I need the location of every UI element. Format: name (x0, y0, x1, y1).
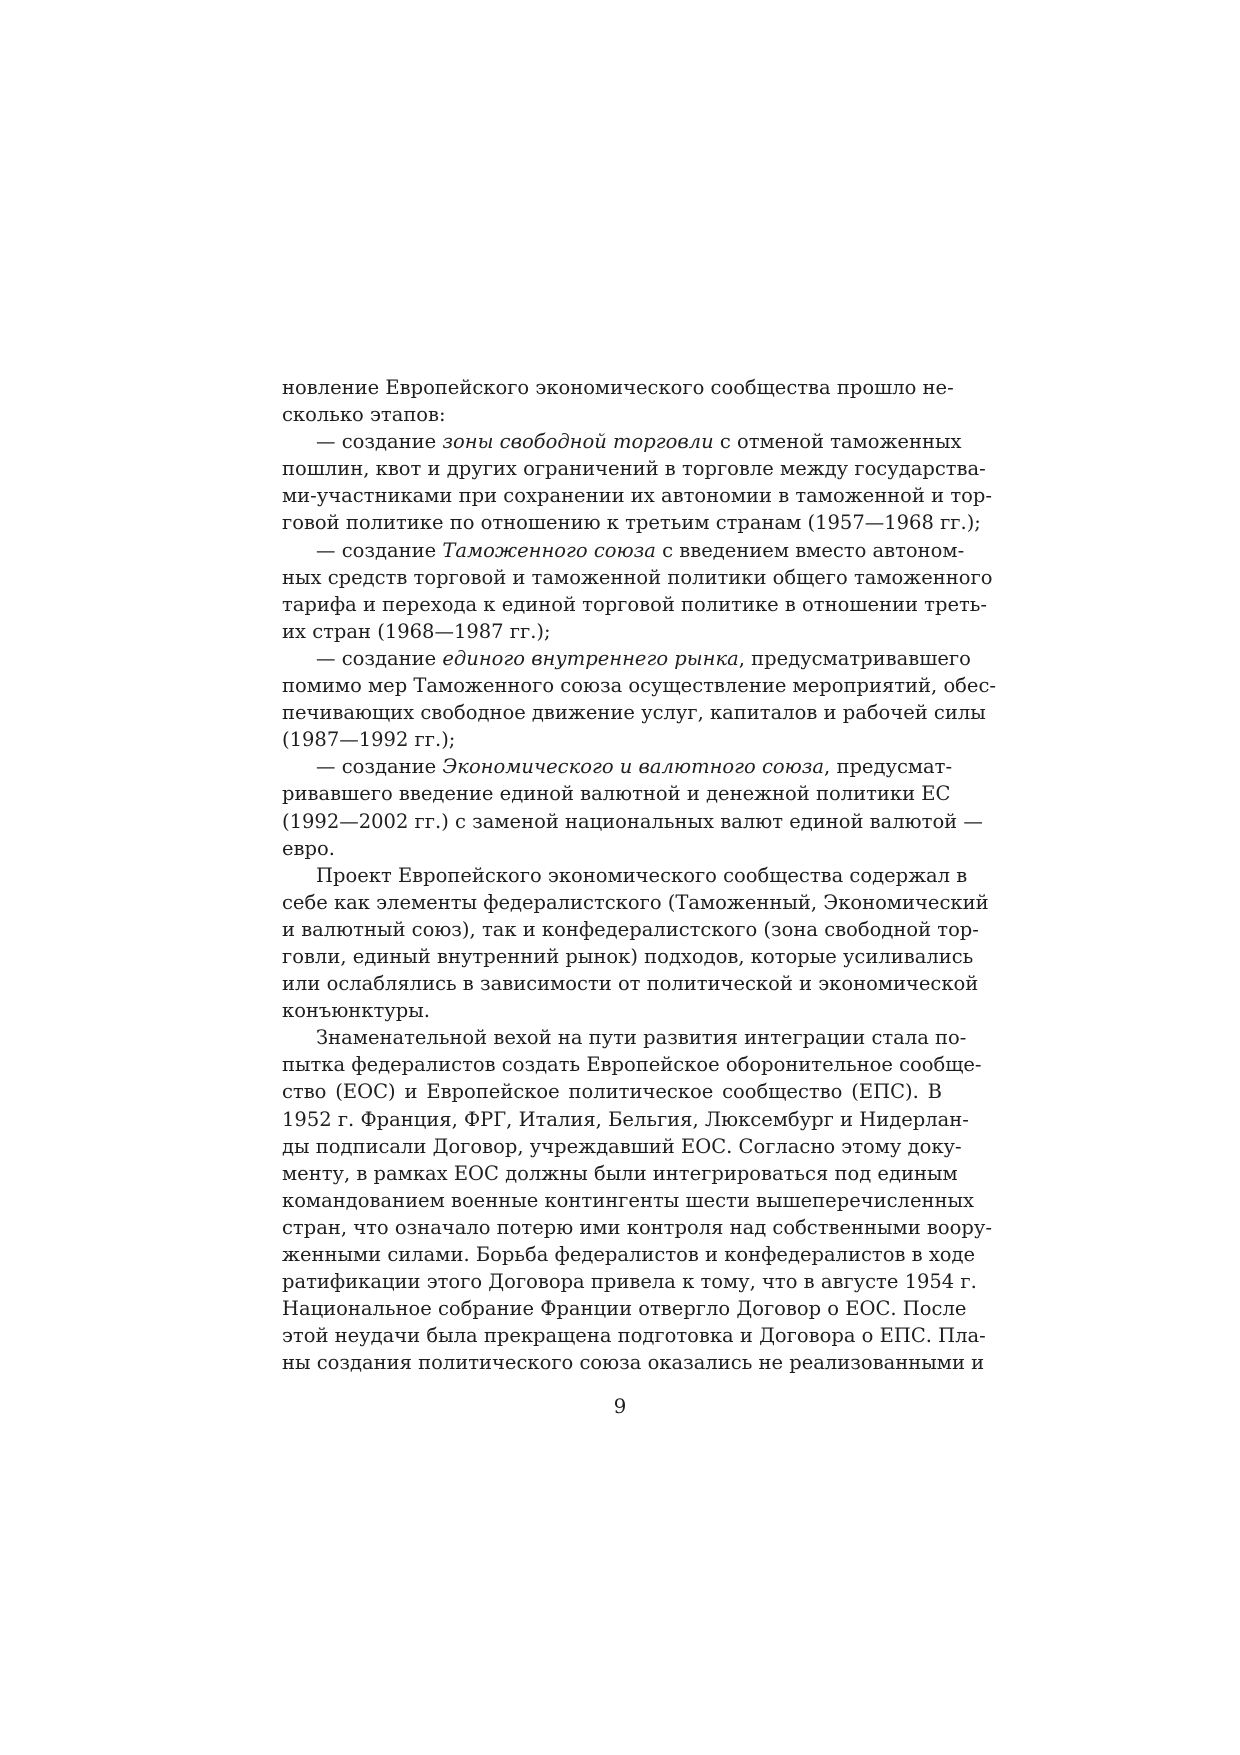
text-line (282, 862, 968, 889)
text-line (282, 482, 992, 509)
text-line (282, 455, 986, 482)
text-line (282, 1322, 986, 1349)
text-line (282, 699, 986, 726)
body-text (282, 374, 996, 1376)
page-number: 9 (613, 1394, 627, 1418)
text-line (282, 537, 965, 564)
text-run: — создание (316, 755, 443, 779)
text-line (282, 645, 971, 672)
text-run: 1952 г. Франция, ФРГ, Италия, Бельгия, Люксембург и Нидерлан- (282, 1107, 969, 1131)
text-run: менту, в рамках ЕОС должны были интегрироваться под единым (282, 1161, 958, 1185)
text-run: ды подписали Договор, учреждавший ЕОС. Согласно этому доку- (282, 1134, 962, 1158)
text-line (282, 997, 942, 1024)
italic-term: Таможенного союза (442, 538, 656, 562)
text-run: новление Европейского экономического сообщества прошло не- (282, 376, 954, 399)
text-line (282, 1160, 958, 1187)
text-run: , предусмат- (824, 755, 953, 779)
text-line (282, 943, 974, 970)
text-line (282, 1349, 985, 1376)
text-run: командованием военные контингенты шести вышеперечисленных (282, 1188, 974, 1212)
text-line (282, 618, 942, 645)
text-run: Проект Европейского экономического сообщества содержал в (316, 863, 968, 887)
text-line (282, 1024, 967, 1051)
text-run: с введением вместо автоном- (655, 538, 965, 562)
italic-term: Экономического и валютного союза (442, 755, 825, 779)
text-line (282, 835, 942, 862)
text-run: ных средств торговой и таможенной политики общего таможенного (282, 565, 993, 589)
text-run: или ослаблялись в зависимости от политической и экономической (282, 972, 979, 996)
text-line (282, 1214, 992, 1241)
text-run: конъюнктуры. (282, 999, 430, 1023)
italic-term: единого внутреннего рынка (442, 646, 739, 670)
text-run: — создание (316, 538, 443, 562)
text-run: женными силами. Борьба федералистов и конфедералистов в ходе (282, 1243, 976, 1266)
text-line (282, 889, 989, 916)
text-run: стран, что означало потерю ими контроля над собственными воору- (282, 1215, 992, 1239)
text-run: (1987—1992 гг.); (282, 728, 456, 752)
text-run: , предусматривавшего (738, 646, 971, 670)
text-line (282, 1187, 974, 1214)
text-line (282, 970, 979, 997)
text-run: Знаменательной вехой на пути развития интеграции стала по- (316, 1026, 967, 1050)
text-line (282, 672, 996, 699)
text-run: ство (ЕОС) и Европейское политическое сообщество (ЕПС). В (282, 1080, 942, 1104)
text-line (282, 808, 983, 835)
text-line (282, 1106, 969, 1133)
text-run: ми-участниками при сохранении их автономии в таможенной и тор- (282, 484, 992, 508)
text-line (282, 753, 953, 780)
text-run: пошлин, квот и других ограничений в торговле между государства- (282, 457, 986, 481)
text-line (282, 726, 942, 753)
text-run: говой политике по отношению к третьим странам (1957—1968 гг.); (282, 511, 981, 535)
text-run: — создание (316, 430, 443, 454)
italic-term: зоны свободной торговли (442, 430, 714, 454)
text-run: с отменой таможенных (713, 430, 962, 454)
text-run: ны создания политического союза оказались не реализованными и (282, 1351, 985, 1375)
text-run: ривавшего введение единой валютной и денежной политики ЕС (282, 782, 951, 806)
text-line (282, 1268, 977, 1295)
text-run: говли, единый внутренний рынок) подходов, которые усиливались (282, 944, 974, 968)
text-line (282, 401, 942, 428)
text-run: себе как элементы федералистского (Таможенный, Экономический (282, 890, 989, 914)
text-line (282, 428, 962, 455)
text-line (282, 1241, 976, 1268)
text-run: сколько этапов: (282, 403, 446, 427)
text-line (282, 509, 981, 536)
text-line (282, 1133, 962, 1160)
text-run: Национальное собрание Франции отвергло Договор о ЕОС. После (282, 1297, 967, 1321)
text-line (282, 1295, 967, 1322)
text-run: ратификации этого Договора привела к тому, что в августе 1954 г. (282, 1270, 977, 1294)
text-run: помимо мер Таможенного союза осуществление мероприятий, обес- (282, 674, 996, 698)
text-line (282, 1051, 982, 1078)
text-line (282, 374, 954, 401)
text-line (282, 916, 979, 943)
text-run: печивающих свободное движение услуг, капиталов и рабочей силы (282, 701, 986, 725)
text-line (282, 564, 993, 591)
text-run: — создание (316, 646, 443, 670)
text-run: этой неудачи была прекращена подготовка и Договора о ЕПС. Пла- (282, 1324, 986, 1348)
text-run: их стран (1968—1987 гг.); (282, 619, 551, 643)
text-run: пытка федералистов создать Европейское оборонительное сообще- (282, 1053, 982, 1077)
text-line (282, 1078, 942, 1105)
text-line (282, 780, 951, 807)
text-run: тарифа и перехода к единой торговой политике в отношении треть- (282, 592, 987, 616)
text-run: (1992—2002 гг.) с заменой национальных валют единой валютой — (282, 809, 983, 833)
text-run: евро. (282, 836, 335, 860)
text-run: и валютный союз), так и конфедералистского (зона свободной тор- (282, 917, 979, 941)
text-line (282, 591, 987, 618)
